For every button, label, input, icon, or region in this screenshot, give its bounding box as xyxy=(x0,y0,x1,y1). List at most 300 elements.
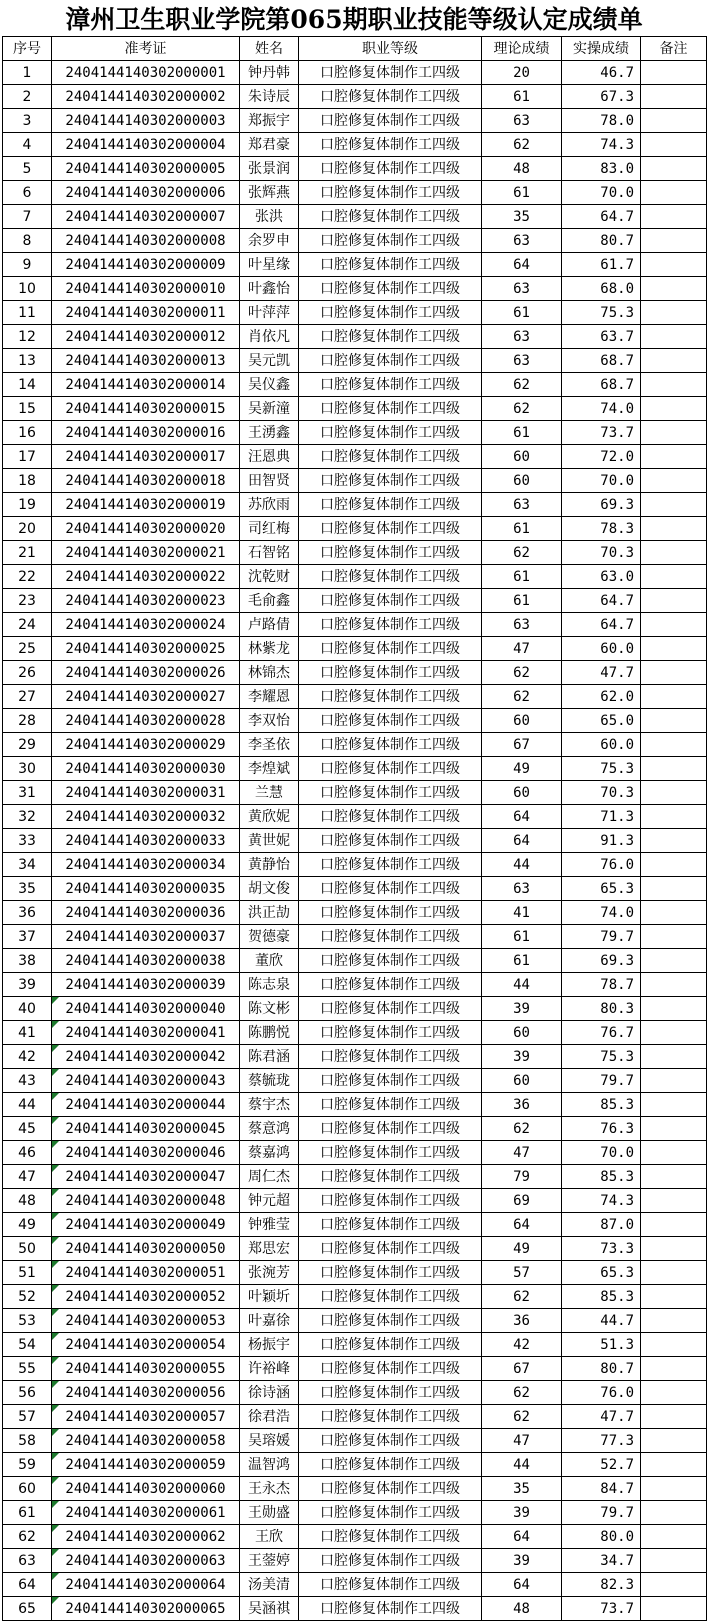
cell-seq: 11 xyxy=(3,301,52,325)
table-row xyxy=(3,109,707,133)
table-row xyxy=(3,709,707,733)
cell-level: 口腔修复体制作工四级 xyxy=(299,853,482,877)
cell-theory: 62 xyxy=(482,397,562,421)
table-row xyxy=(3,781,707,805)
cell-theory: 36 xyxy=(482,1093,562,1117)
cell-remark xyxy=(641,733,707,757)
cell-ticket: 2404144140302000008 xyxy=(52,229,240,253)
cell-ticket: 2404144140302000054 xyxy=(52,1333,240,1357)
cell-ticket: 2404144140302000060 xyxy=(52,1477,240,1501)
cell-name: 张辉燕 xyxy=(240,181,299,205)
cell-seq: 10 xyxy=(3,277,52,301)
cell-practice: 79.7 xyxy=(562,1501,641,1525)
cell-ticket: 2404144140302000031 xyxy=(52,781,240,805)
cell-ticket: 2404144140302000010 xyxy=(52,277,240,301)
cell-ticket: 2404144140302000038 xyxy=(52,949,240,973)
cell-practice: 75.3 xyxy=(562,757,641,781)
cell-seq: 27 xyxy=(3,685,52,709)
cell-name: 蔡意鸿 xyxy=(240,1117,299,1141)
cell-name: 兰慧 xyxy=(240,781,299,805)
table-row xyxy=(3,541,707,565)
table-row xyxy=(3,1597,707,1621)
cell-ticket: 2404144140302000033 xyxy=(52,829,240,853)
table-row xyxy=(3,1237,707,1261)
cell-name: 李双怡 xyxy=(240,709,299,733)
table-row xyxy=(3,1525,707,1549)
cell-level: 口腔修复体制作工四级 xyxy=(299,925,482,949)
cell-practice: 63.7 xyxy=(562,325,641,349)
table-row xyxy=(3,901,707,925)
table-row xyxy=(3,1429,707,1453)
cell-remark xyxy=(641,1333,707,1357)
cell-practice: 52.7 xyxy=(562,1453,641,1477)
table-row xyxy=(3,85,707,109)
cell-ticket: 2404144140302000024 xyxy=(52,613,240,637)
cell-remark xyxy=(641,925,707,949)
table-row xyxy=(3,1477,707,1501)
cell-remark xyxy=(641,1525,707,1549)
cell-remark xyxy=(641,1405,707,1429)
cell-ticket: 2404144140302000052 xyxy=(52,1285,240,1309)
cell-level: 口腔修复体制作工四级 xyxy=(299,1285,482,1309)
cell-name: 徐君浩 xyxy=(240,1405,299,1429)
cell-level: 口腔修复体制作工四级 xyxy=(299,85,482,109)
cell-ticket: 2404144140302000042 xyxy=(52,1045,240,1069)
cell-name: 李圣依 xyxy=(240,733,299,757)
table-row xyxy=(3,253,707,277)
cell-ticket: 2404144140302000036 xyxy=(52,901,240,925)
cell-name: 林紫龙 xyxy=(240,637,299,661)
cell-name: 杨振宇 xyxy=(240,1333,299,1357)
cell-practice: 78.7 xyxy=(562,973,641,997)
cell-practice: 76.0 xyxy=(562,853,641,877)
cell-name: 温智鸿 xyxy=(240,1453,299,1477)
table-row xyxy=(3,757,707,781)
cell-practice: 78.3 xyxy=(562,517,641,541)
cell-ticket: 2404144140302000019 xyxy=(52,493,240,517)
cell-level: 口腔修复体制作工四级 xyxy=(299,1477,482,1501)
cell-seq: 44 xyxy=(3,1093,52,1117)
cell-ticket: 2404144140302000055 xyxy=(52,1357,240,1381)
cell-level: 口腔修复体制作工四级 xyxy=(299,733,482,757)
cell-theory: 62 xyxy=(482,541,562,565)
cell-level: 口腔修复体制作工四级 xyxy=(299,229,482,253)
table-row xyxy=(3,997,707,1021)
cell-name: 苏欣雨 xyxy=(240,493,299,517)
cell-name: 林锦杰 xyxy=(240,661,299,685)
cell-practice: 65.3 xyxy=(562,877,641,901)
cell-remark xyxy=(641,469,707,493)
cell-practice: 85.3 xyxy=(562,1093,641,1117)
table-row xyxy=(3,829,707,853)
cell-level: 口腔修复体制作工四级 xyxy=(299,325,482,349)
cell-practice: 70.0 xyxy=(562,469,641,493)
cell-seq: 61 xyxy=(3,1501,52,1525)
cell-level: 口腔修复体制作工四级 xyxy=(299,1093,482,1117)
cell-theory: 62 xyxy=(482,1117,562,1141)
cell-level: 口腔修复体制作工四级 xyxy=(299,613,482,637)
table-row xyxy=(3,61,707,85)
cell-ticket: 2404144140302000057 xyxy=(52,1405,240,1429)
cell-theory: 62 xyxy=(482,1285,562,1309)
table-row xyxy=(3,1117,707,1141)
cell-ticket: 2404144140302000015 xyxy=(52,397,240,421)
cell-seq: 19 xyxy=(3,493,52,517)
cell-remark xyxy=(641,781,707,805)
cell-theory: 67 xyxy=(482,1357,562,1381)
cell-seq: 2 xyxy=(3,85,52,109)
cell-remark xyxy=(641,421,707,445)
cell-level: 口腔修复体制作工四级 xyxy=(299,997,482,1021)
cell-seq: 46 xyxy=(3,1141,52,1165)
cell-name: 王永杰 xyxy=(240,1477,299,1501)
cell-level: 口腔修复体制作工四级 xyxy=(299,1069,482,1093)
table-row xyxy=(3,661,707,685)
cell-level: 口腔修复体制作工四级 xyxy=(299,181,482,205)
cell-practice: 75.3 xyxy=(562,301,641,325)
table-row xyxy=(3,949,707,973)
cell-remark xyxy=(641,1189,707,1213)
cell-level: 口腔修复体制作工四级 xyxy=(299,1549,482,1573)
cell-seq: 20 xyxy=(3,517,52,541)
cell-level: 口腔修复体制作工四级 xyxy=(299,1429,482,1453)
cell-practice: 51.3 xyxy=(562,1333,641,1357)
cell-level: 口腔修复体制作工四级 xyxy=(299,589,482,613)
cell-theory: 62 xyxy=(482,685,562,709)
cell-name: 李煌斌 xyxy=(240,757,299,781)
cell-theory: 20 xyxy=(482,61,562,85)
table-row xyxy=(3,1045,707,1069)
cell-level: 口腔修复体制作工四级 xyxy=(299,1453,482,1477)
cell-level: 口腔修复体制作工四级 xyxy=(299,829,482,853)
table-row xyxy=(3,637,707,661)
cell-practice: 74.3 xyxy=(562,1189,641,1213)
cell-practice: 79.7 xyxy=(562,1069,641,1093)
cell-level: 口腔修复体制作工四级 xyxy=(299,949,482,973)
cell-name: 肖依凡 xyxy=(240,325,299,349)
cell-name: 叶星缘 xyxy=(240,253,299,277)
cell-name: 王蓥婷 xyxy=(240,1549,299,1573)
cell-name: 吴仪鑫 xyxy=(240,373,299,397)
cell-theory: 62 xyxy=(482,661,562,685)
cell-ticket: 2404144140302000058 xyxy=(52,1429,240,1453)
cell-practice: 73.3 xyxy=(562,1237,641,1261)
table-row xyxy=(3,1549,707,1573)
cell-ticket: 2404144140302000044 xyxy=(52,1093,240,1117)
cell-level: 口腔修复体制作工四级 xyxy=(299,1021,482,1045)
cell-seq: 29 xyxy=(3,733,52,757)
cell-theory: 69 xyxy=(482,1189,562,1213)
cell-practice: 87.0 xyxy=(562,1213,641,1237)
cell-practice: 80.3 xyxy=(562,997,641,1021)
cell-practice: 65.3 xyxy=(562,1261,641,1285)
cell-name: 郑振宇 xyxy=(240,109,299,133)
cell-seq: 12 xyxy=(3,325,52,349)
table-row xyxy=(3,469,707,493)
cell-remark xyxy=(641,877,707,901)
cell-level: 口腔修复体制作工四级 xyxy=(299,1309,482,1333)
header-practice: 实操成绩 xyxy=(562,37,641,61)
cell-remark xyxy=(641,949,707,973)
cell-theory: 61 xyxy=(482,301,562,325)
cell-practice: 77.3 xyxy=(562,1429,641,1453)
cell-level: 口腔修复体制作工四级 xyxy=(299,253,482,277)
cell-level: 口腔修复体制作工四级 xyxy=(299,637,482,661)
cell-name: 王欣 xyxy=(240,1525,299,1549)
cell-level: 口腔修复体制作工四级 xyxy=(299,1165,482,1189)
cell-theory: 39 xyxy=(482,1045,562,1069)
cell-level: 口腔修复体制作工四级 xyxy=(299,1405,482,1429)
table-row xyxy=(3,1189,707,1213)
cell-seq: 1 xyxy=(3,61,52,85)
cell-practice: 44.7 xyxy=(562,1309,641,1333)
table-row xyxy=(3,1141,707,1165)
cell-name: 王勋盛 xyxy=(240,1501,299,1525)
cell-practice: 83.0 xyxy=(562,157,641,181)
table-row xyxy=(3,1309,707,1333)
cell-level: 口腔修复体制作工四级 xyxy=(299,1573,482,1597)
cell-ticket: 2404144140302000065 xyxy=(52,1597,240,1621)
cell-theory: 39 xyxy=(482,1501,562,1525)
cell-ticket: 2404144140302000039 xyxy=(52,973,240,997)
cell-name: 张洪 xyxy=(240,205,299,229)
table-row xyxy=(3,517,707,541)
cell-practice: 68.0 xyxy=(562,277,641,301)
table-row xyxy=(3,1093,707,1117)
table-row xyxy=(3,493,707,517)
cell-name: 沈乾财 xyxy=(240,565,299,589)
cell-theory: 60 xyxy=(482,709,562,733)
cell-level: 口腔修复体制作工四级 xyxy=(299,277,482,301)
table-row xyxy=(3,421,707,445)
cell-seq: 42 xyxy=(3,1045,52,1069)
cell-seq: 37 xyxy=(3,925,52,949)
cell-theory: 61 xyxy=(482,589,562,613)
cell-ticket: 2404144140302000063 xyxy=(52,1549,240,1573)
cell-remark xyxy=(641,445,707,469)
cell-theory: 64 xyxy=(482,1213,562,1237)
table-row xyxy=(3,349,707,373)
cell-seq: 9 xyxy=(3,253,52,277)
cell-remark xyxy=(641,133,707,157)
cell-practice: 80.7 xyxy=(562,1357,641,1381)
cell-name: 贺德豪 xyxy=(240,925,299,949)
table-row xyxy=(3,1165,707,1189)
cell-theory: 47 xyxy=(482,1141,562,1165)
cell-practice: 64.7 xyxy=(562,205,641,229)
cell-seq: 56 xyxy=(3,1381,52,1405)
cell-ticket: 2404144140302000041 xyxy=(52,1021,240,1045)
table-row xyxy=(3,565,707,589)
cell-remark xyxy=(641,373,707,397)
cell-theory: 79 xyxy=(482,1165,562,1189)
cell-practice: 64.7 xyxy=(562,589,641,613)
cell-name: 卢路倩 xyxy=(240,613,299,637)
cell-ticket: 2404144140302000027 xyxy=(52,685,240,709)
cell-ticket: 2404144140302000062 xyxy=(52,1525,240,1549)
cell-seq: 32 xyxy=(3,805,52,829)
cell-practice: 73.7 xyxy=(562,1597,641,1621)
cell-level: 口腔修复体制作工四级 xyxy=(299,1381,482,1405)
cell-ticket: 2404144140302000017 xyxy=(52,445,240,469)
cell-theory: 44 xyxy=(482,853,562,877)
cell-remark xyxy=(641,1381,707,1405)
cell-level: 口腔修复体制作工四级 xyxy=(299,1357,482,1381)
cell-name: 叶嘉徐 xyxy=(240,1309,299,1333)
cell-name: 石智铭 xyxy=(240,541,299,565)
cell-theory: 39 xyxy=(482,1549,562,1573)
cell-ticket: 2404144140302000045 xyxy=(52,1117,240,1141)
cell-remark xyxy=(641,205,707,229)
cell-theory: 49 xyxy=(482,1237,562,1261)
cell-name: 陈志泉 xyxy=(240,973,299,997)
cell-remark xyxy=(641,973,707,997)
cell-theory: 63 xyxy=(482,613,562,637)
cell-practice: 34.7 xyxy=(562,1549,641,1573)
cell-ticket: 2404144140302000022 xyxy=(52,565,240,589)
cell-practice: 67.3 xyxy=(562,85,641,109)
cell-name: 吴元凯 xyxy=(240,349,299,373)
cell-seq: 38 xyxy=(3,949,52,973)
cell-remark xyxy=(641,109,707,133)
cell-remark xyxy=(641,397,707,421)
cell-seq: 34 xyxy=(3,853,52,877)
cell-level: 口腔修复体制作工四级 xyxy=(299,301,482,325)
cell-seq: 24 xyxy=(3,613,52,637)
cell-theory: 42 xyxy=(482,1333,562,1357)
cell-seq: 15 xyxy=(3,397,52,421)
cell-seq: 52 xyxy=(3,1285,52,1309)
cell-remark xyxy=(641,181,707,205)
cell-remark xyxy=(641,85,707,109)
header-name: 姓名 xyxy=(240,37,299,61)
cell-seq: 36 xyxy=(3,901,52,925)
cell-remark xyxy=(641,709,707,733)
cell-level: 口腔修复体制作工四级 xyxy=(299,421,482,445)
cell-name: 郑思宏 xyxy=(240,1237,299,1261)
cell-remark xyxy=(641,517,707,541)
cell-remark xyxy=(641,1477,707,1501)
cell-practice: 61.7 xyxy=(562,253,641,277)
cell-remark xyxy=(641,1453,707,1477)
cell-theory: 60 xyxy=(482,445,562,469)
cell-seq: 7 xyxy=(3,205,52,229)
cell-theory: 48 xyxy=(482,157,562,181)
cell-ticket: 2404144140302000001 xyxy=(52,61,240,85)
cell-remark xyxy=(641,1069,707,1093)
cell-practice: 74.0 xyxy=(562,397,641,421)
cell-ticket: 2404144140302000051 xyxy=(52,1261,240,1285)
cell-seq: 5 xyxy=(3,157,52,181)
cell-theory: 61 xyxy=(482,181,562,205)
cell-theory: 39 xyxy=(482,997,562,1021)
table-row xyxy=(3,205,707,229)
score-table xyxy=(2,36,707,1621)
cell-name: 吴涵祺 xyxy=(240,1597,299,1621)
cell-level: 口腔修复体制作工四级 xyxy=(299,445,482,469)
cell-seq: 21 xyxy=(3,541,52,565)
cell-practice: 74.3 xyxy=(562,133,641,157)
cell-ticket: 2404144140302000043 xyxy=(52,1069,240,1093)
cell-level: 口腔修复体制作工四级 xyxy=(299,1213,482,1237)
table-row xyxy=(3,805,707,829)
cell-level: 口腔修复体制作工四级 xyxy=(299,109,482,133)
cell-level: 口腔修复体制作工四级 xyxy=(299,61,482,85)
cell-name: 王湧鑫 xyxy=(240,421,299,445)
cell-name: 郑君豪 xyxy=(240,133,299,157)
table-row xyxy=(3,685,707,709)
cell-ticket: 2404144140302000040 xyxy=(52,997,240,1021)
cell-level: 口腔修复体制作工四级 xyxy=(299,781,482,805)
cell-seq: 53 xyxy=(3,1309,52,1333)
header-level: 职业等级 xyxy=(299,37,482,61)
cell-level: 口腔修复体制作工四级 xyxy=(299,1045,482,1069)
cell-name: 陈鹏悦 xyxy=(240,1021,299,1045)
cell-theory: 63 xyxy=(482,277,562,301)
header-theory: 理论成绩 xyxy=(482,37,562,61)
cell-level: 口腔修复体制作工四级 xyxy=(299,1117,482,1141)
cell-level: 口腔修复体制作工四级 xyxy=(299,973,482,997)
table-row xyxy=(3,397,707,421)
table-body xyxy=(3,61,707,1621)
cell-theory: 36 xyxy=(482,1309,562,1333)
cell-theory: 64 xyxy=(482,829,562,853)
cell-theory: 63 xyxy=(482,877,562,901)
table-row xyxy=(3,325,707,349)
table-row xyxy=(3,445,707,469)
cell-remark xyxy=(641,1549,707,1573)
table-row xyxy=(3,1285,707,1309)
cell-name: 朱诗辰 xyxy=(240,85,299,109)
cell-seq: 8 xyxy=(3,229,52,253)
cell-ticket: 2404144140302000014 xyxy=(52,373,240,397)
cell-name: 周仁杰 xyxy=(240,1165,299,1189)
cell-remark xyxy=(641,1093,707,1117)
cell-seq: 49 xyxy=(3,1213,52,1237)
table-row xyxy=(3,1453,707,1477)
cell-ticket: 2404144140302000048 xyxy=(52,1189,240,1213)
cell-theory: 63 xyxy=(482,325,562,349)
table-row xyxy=(3,733,707,757)
cell-practice: 79.7 xyxy=(562,925,641,949)
cell-remark xyxy=(641,1213,707,1237)
cell-practice: 76.3 xyxy=(562,1117,641,1141)
cell-practice: 72.0 xyxy=(562,445,641,469)
cell-level: 口腔修复体制作工四级 xyxy=(299,757,482,781)
cell-name: 吴新潼 xyxy=(240,397,299,421)
cell-remark xyxy=(641,1597,707,1621)
cell-remark xyxy=(641,493,707,517)
cell-theory: 62 xyxy=(482,373,562,397)
cell-theory: 44 xyxy=(482,973,562,997)
cell-remark xyxy=(641,853,707,877)
cell-seq: 55 xyxy=(3,1357,52,1381)
cell-remark xyxy=(641,301,707,325)
cell-practice: 47.7 xyxy=(562,661,641,685)
cell-practice: 68.7 xyxy=(562,373,641,397)
cell-remark xyxy=(641,997,707,1021)
cell-level: 口腔修复体制作工四级 xyxy=(299,709,482,733)
table-row xyxy=(3,373,707,397)
cell-practice: 60.0 xyxy=(562,637,641,661)
cell-name: 毛俞鑫 xyxy=(240,589,299,613)
table-row xyxy=(3,1069,707,1093)
cell-practice: 85.3 xyxy=(562,1165,641,1189)
cell-ticket: 2404144140302000050 xyxy=(52,1237,240,1261)
cell-level: 口腔修复体制作工四级 xyxy=(299,685,482,709)
cell-seq: 22 xyxy=(3,565,52,589)
cell-theory: 63 xyxy=(482,493,562,517)
